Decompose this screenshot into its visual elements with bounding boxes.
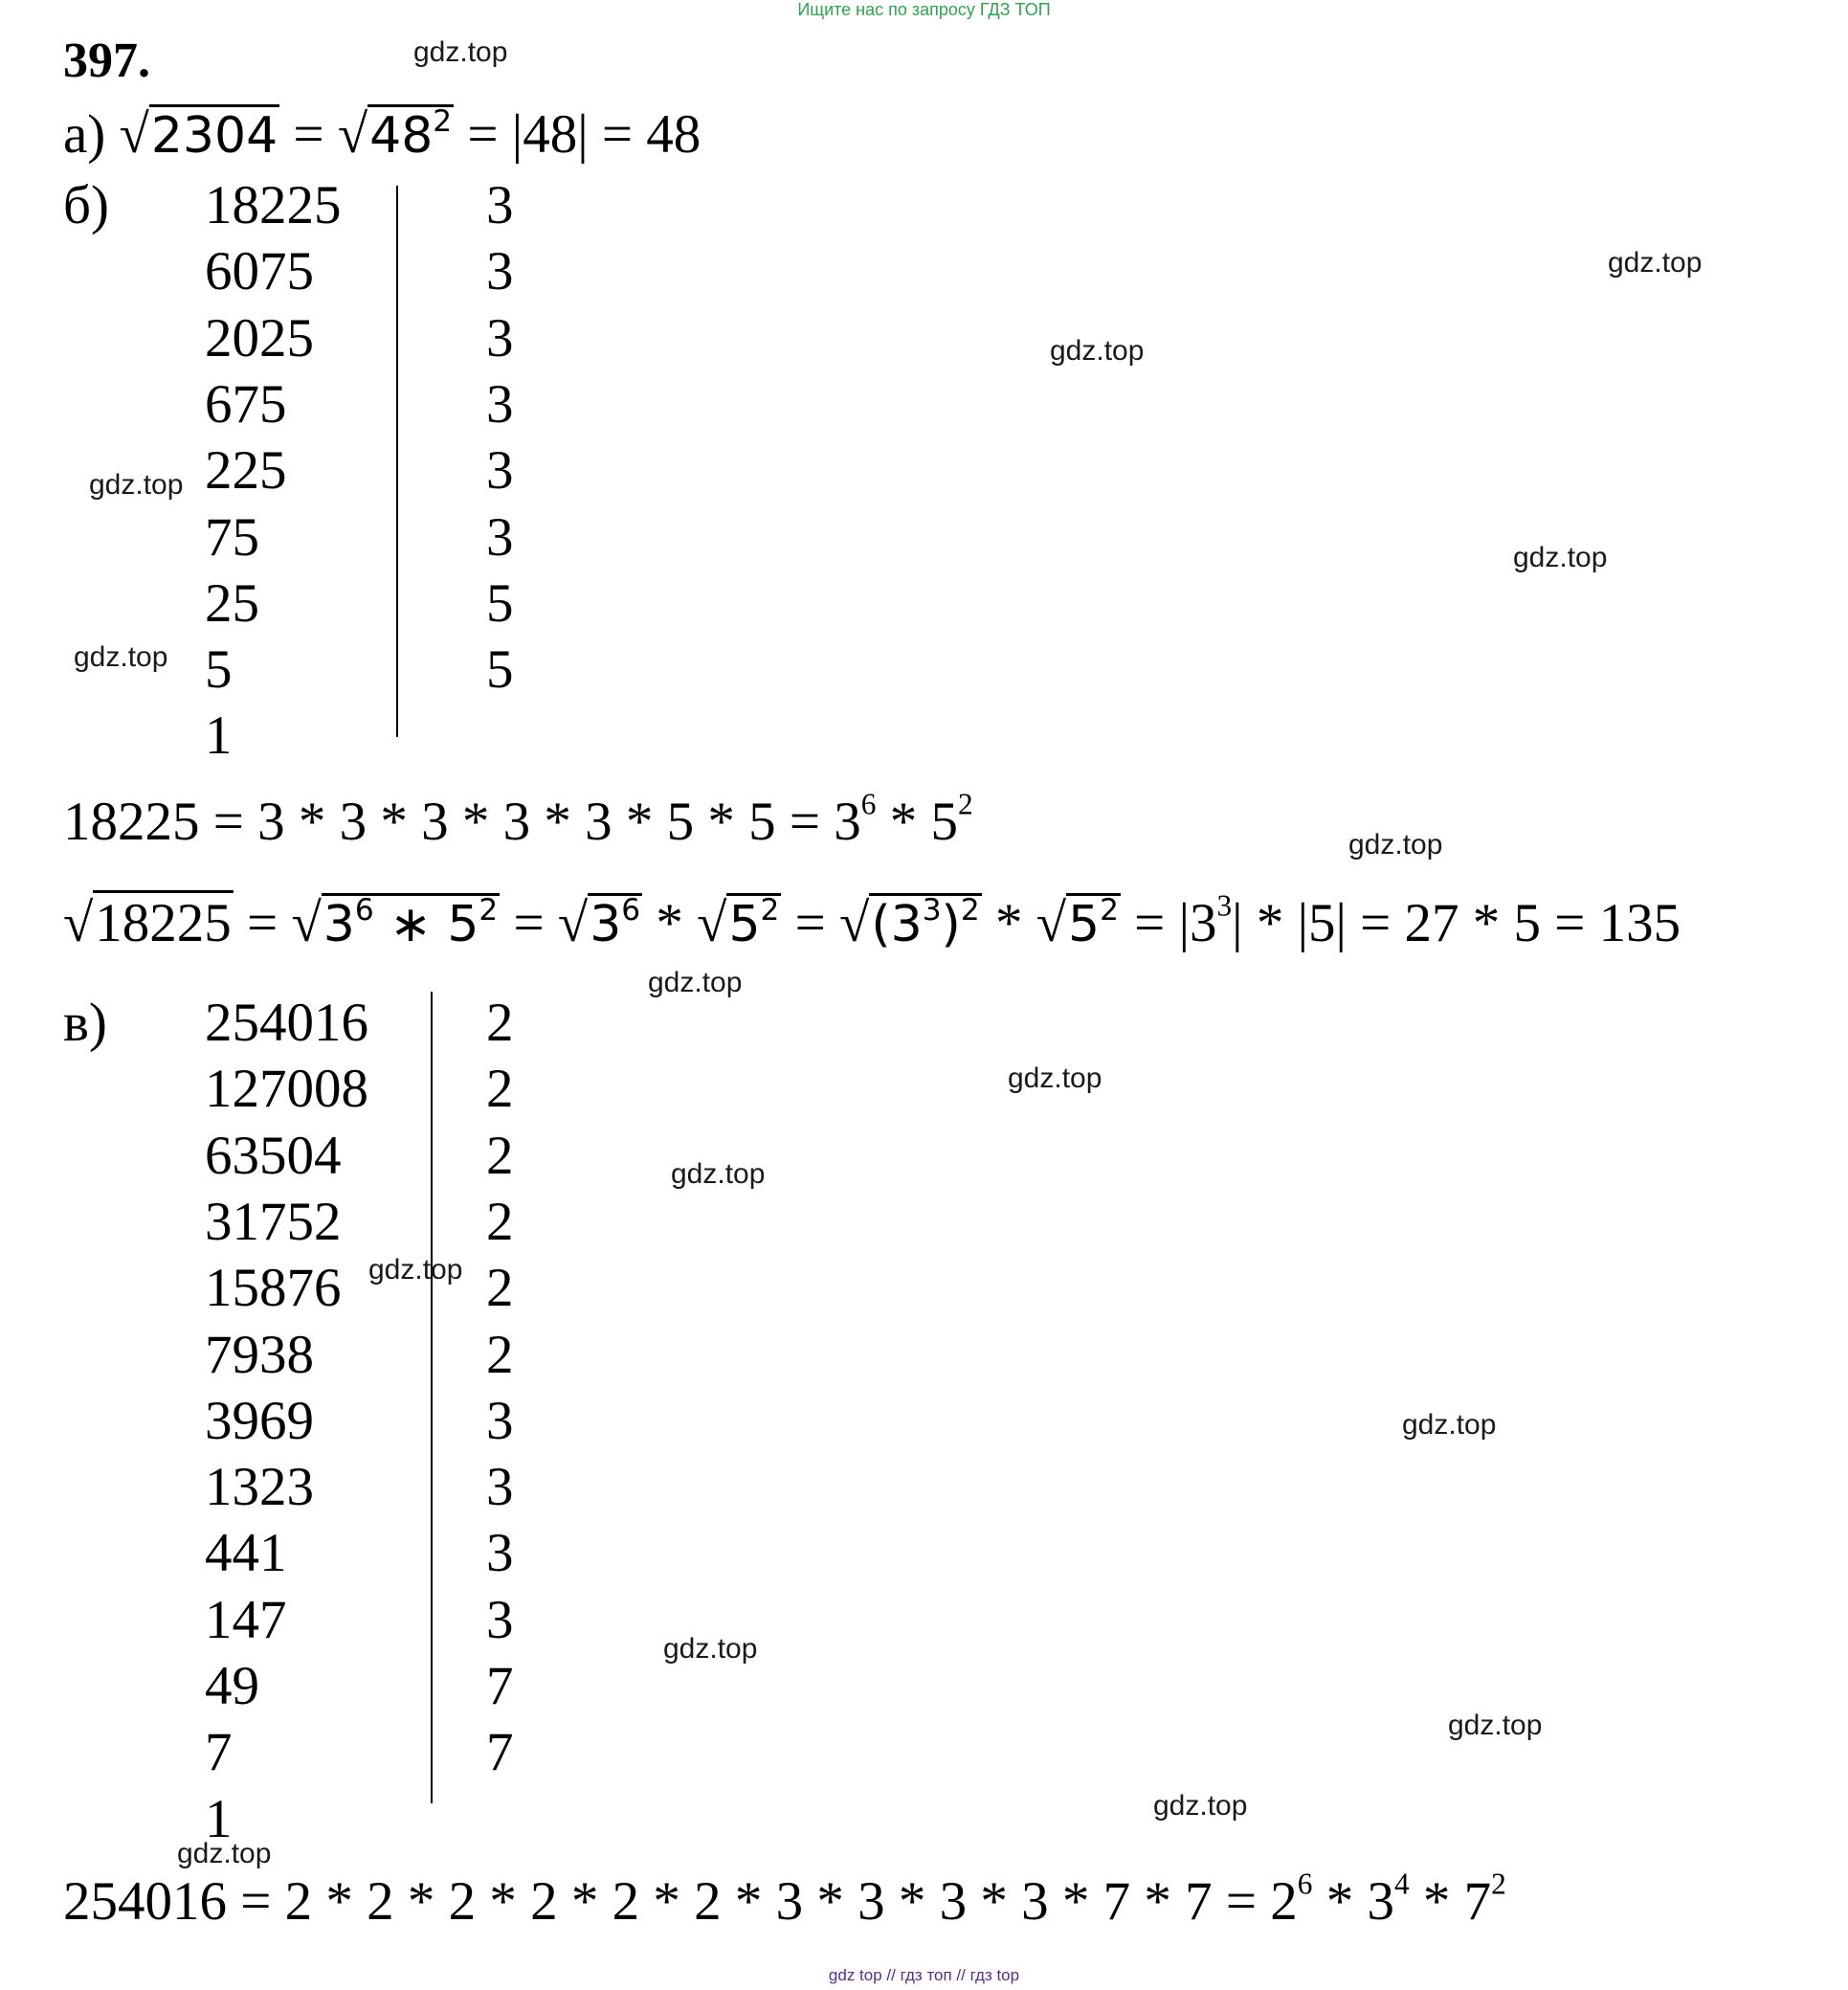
dividend-value: 63504 bbox=[205, 1125, 342, 1186]
top-banner: Ищите нас по запросу ГДЗ ТОП bbox=[797, 0, 1051, 19]
dividend-value: 7938 bbox=[205, 1324, 314, 1385]
divisor-value: 7 bbox=[486, 1656, 514, 1716]
watermark: gdz.top bbox=[74, 641, 168, 673]
dividend-value: 225 bbox=[205, 440, 287, 502]
watermark: gdz.top bbox=[1348, 829, 1443, 861]
sqrt-3-pow-6: $√3^6$ bbox=[557, 893, 641, 953]
watermark: gdz.top bbox=[1608, 247, 1703, 279]
dividend-value: 7 bbox=[205, 1722, 233, 1783]
dividend-value: 1 bbox=[205, 1788, 233, 1849]
dividend-value: 6075 bbox=[205, 241, 314, 302]
sqrt-48-squared: $√48^2$ bbox=[337, 104, 453, 165]
radicand-2304: 2304 bbox=[149, 104, 279, 165]
dividend-value: 49 bbox=[205, 1656, 259, 1716]
part-v-divider-line bbox=[431, 992, 433, 1803]
divisor-value: 5 bbox=[486, 639, 514, 701]
dividend-value: 75 bbox=[205, 506, 259, 568]
radicand-48-squared: $48^2$ bbox=[369, 104, 453, 165]
divisor-value: 2 bbox=[486, 1059, 514, 1120]
divisor-value: 5 bbox=[486, 572, 514, 634]
dividend-value: 18225 bbox=[205, 175, 342, 235]
divisor-value: 2 bbox=[486, 1324, 514, 1385]
dividend-value: 25 bbox=[205, 572, 259, 634]
footer: gdz top // гдз топ // гдз top bbox=[828, 1966, 1020, 1984]
dividend-value: 147 bbox=[205, 1589, 287, 1650]
sqrt-18225: √18225 bbox=[63, 896, 234, 950]
divisor-value: 3 bbox=[486, 440, 514, 502]
divisor-value: 2 bbox=[486, 1125, 514, 1186]
dividend-value: 2025 bbox=[205, 307, 314, 369]
watermark: gdz.top bbox=[368, 1254, 463, 1286]
sqrt-3-cubed-squared: $√(3^3)^2$ bbox=[839, 893, 980, 953]
divisor-value: 3 bbox=[486, 1457, 514, 1518]
watermark: gdz.top bbox=[1402, 1409, 1497, 1441]
divisor-value: 3 bbox=[486, 1589, 514, 1650]
sqrt-5-pow-2: $√5^2$ bbox=[697, 893, 780, 953]
part-b-divider-line bbox=[396, 186, 398, 737]
divisor-value: 3 bbox=[486, 241, 514, 302]
divisor-value: 7 bbox=[486, 1722, 514, 1783]
part-b-factorization: $18225 = 3 * 3 * 3 * 3 * 3 * 5 * 5 = 3^6 * 5^2$ bbox=[63, 787, 973, 852]
problem-number: 397. bbox=[63, 34, 150, 88]
watermark: gdz.top bbox=[648, 967, 743, 998]
watermark: gdz.top bbox=[671, 1158, 766, 1190]
dividend-value: 254016 bbox=[205, 993, 368, 1053]
dividend-value: 1 bbox=[205, 705, 233, 767]
part-a-label: а) bbox=[63, 104, 106, 165]
part-v-factorization: $254016 = 2 * 2 * 2 * 2 * 2 * 2 * 3 * 3 * 3 * 3 * 7 * 7 = 2^6 * 3^4 * 7^2$ bbox=[63, 1867, 1506, 1932]
sqrt-product: $√3^6$ ∗ $5^2$ bbox=[291, 893, 499, 953]
dividend-value: 441 bbox=[205, 1523, 287, 1584]
dividend-value: 31752 bbox=[205, 1191, 342, 1252]
dividend-value: 5 bbox=[205, 639, 233, 701]
divisor-value: 2 bbox=[486, 993, 514, 1053]
sqrt-5-squared: $√5^2$ bbox=[1035, 893, 1119, 953]
dividend-value: 1323 bbox=[205, 1457, 314, 1518]
part-a-line bbox=[63, 104, 701, 165]
watermark: gdz.top bbox=[1513, 542, 1608, 573]
equals-sign: = bbox=[293, 104, 338, 165]
divisor-value: 3 bbox=[486, 506, 514, 568]
part-b-root-chain: $√18225 = √3^6$ ∗ $5^2 = √3^6 * √5^2 = √(3^3)^2 * √5^2 = |3^3| * |5| = 27 * 5 = 135$ bbox=[63, 888, 1681, 953]
part-a-result: = |48| = 48 bbox=[467, 104, 701, 165]
watermark: gdz.top bbox=[663, 1633, 758, 1665]
divisor-value: 3 bbox=[486, 1523, 514, 1584]
watermark: gdz.top bbox=[1153, 1790, 1248, 1822]
dividend-value: 3969 bbox=[205, 1390, 314, 1451]
divisor-value: 2 bbox=[486, 1258, 514, 1319]
part-v-label: в) bbox=[63, 993, 107, 1053]
divisor-value: 3 bbox=[486, 175, 514, 235]
watermark: gdz.top bbox=[413, 36, 508, 68]
dividend-value: 127008 bbox=[205, 1059, 368, 1120]
dividend-value: 675 bbox=[205, 373, 287, 435]
watermark: gdz.top bbox=[1008, 1062, 1102, 1094]
divisor-value: 3 bbox=[486, 1390, 514, 1451]
divisor-value: 3 bbox=[486, 373, 514, 435]
divisor-value: 3 bbox=[486, 307, 514, 369]
sqrt-2304: √2304 bbox=[119, 104, 278, 165]
dividend-value: 15876 bbox=[205, 1258, 342, 1319]
watermark: gdz.top bbox=[1050, 335, 1145, 367]
watermark: gdz.top bbox=[177, 1838, 272, 1869]
divisor-value: 2 bbox=[486, 1191, 514, 1252]
watermark: gdz.top bbox=[1448, 1710, 1543, 1741]
part-b-label: б) bbox=[63, 175, 109, 235]
watermark: gdz.top bbox=[89, 469, 184, 501]
